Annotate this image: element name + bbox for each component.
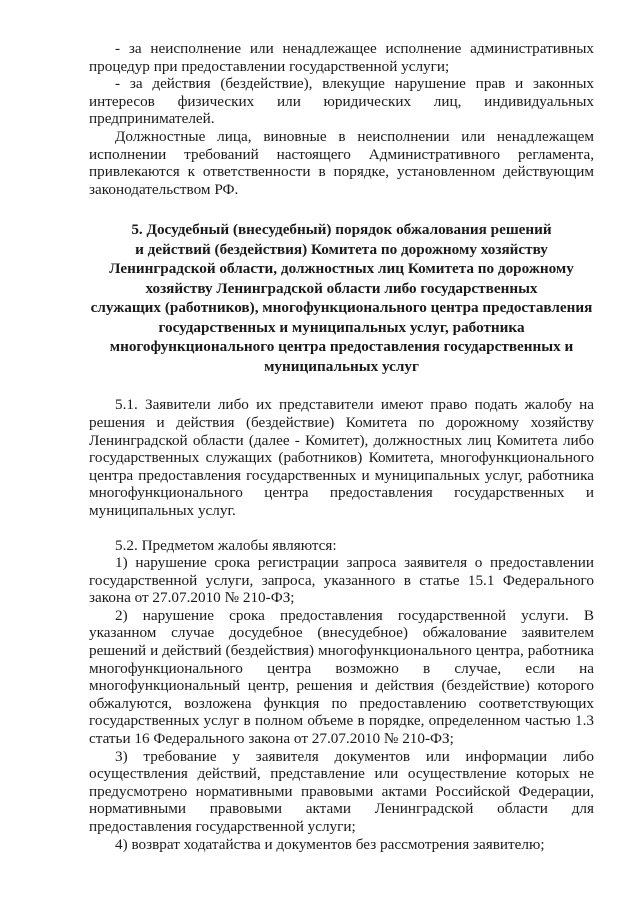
heading-line: многофункционального центра предоставления государственных и: [109, 338, 574, 356]
heading-line: и действий (бездействия) Комитета по дорожному хозяйству: [135, 240, 548, 258]
heading-line: 5. Досудебный (внесудебный) порядок обжалования решений: [131, 221, 552, 239]
paragraph-5-2: 5.2. Предметом жалобы являются:: [115, 536, 337, 554]
list-item-1: 1) нарушение срока регистрации запроса заявителя о предоставлении государственной услуги, запроса, указанного в статье 15.1 Федерального закона от 27.07.2010 № 210-ФЗ;: [89, 554, 594, 607]
heading-line: государственных и муниципальных услуг, работника: [158, 318, 525, 336]
heading-line: муниципальных услуг: [264, 357, 419, 375]
section-5-heading: [89, 220, 594, 376]
heading-line: Ленинградской области, должностных лиц Комитета по дорожному: [109, 260, 574, 278]
paragraph-liability-2: - за действия (бездействие), влекущие нарушение прав и законных интересов физических или юридических лиц, индивидуальных предпринимателей.: [89, 75, 594, 128]
paragraph-liability-1: - за неисполнение или ненадлежащее исполнение административных процедур при предоставлении государственной услуги;: [89, 40, 594, 75]
paragraph-5-1: 5.1. Заявители либо их представители имеют право подать жалобу на решения и действия (бездействие) Комитета по дорожному хозяйству Ленинградской области (далее - Комитет), должностных лиц Комитета либо государственных служащих (работников) Комитета, многофункционального центра предоставления государственных и муниципальных услуг, работника многофункционального центра предоставления государственных и муниципальных услуг.: [89, 396, 594, 519]
list-item-2: 2) нарушение срока предоставления государственной услуги. В указанном случае досудебное (внесудебное) обжалование заявителем решений и действий (бездействия) многофункционального центра, работника многофункционального центра возможно в случае, если на многофункциональный центр, решения и действия (бездействие) которого обжалуются, возложена функция по предоставлению соответствующих государственных услуг в полном объеме в порядке, определенном частью 1.3 статьи 16 Федерального закона от 27.07.2010 № 210-ФЗ;: [89, 606, 594, 748]
document-page: [89, 40, 594, 853]
paragraph-officials-liability: Должностные лица, виновные в неисполнении или ненадлежащем исполнении требований настоящего Административного регламента, привлекаются к ответственности в порядке, установленном действующим законодательством РФ.: [89, 127, 594, 198]
heading-line: хозяйству Ленинградской области либо государственных: [145, 279, 538, 297]
list-item-4: 4) возврат ходатайства и документов без рассмотрения заявителю;: [115, 835, 545, 853]
heading-line: служащих (работников), многофункционального центра предоставления: [90, 299, 593, 317]
list-item-3: 3) требование у заявителя документов или информации либо осуществления действий, представление или осуществление которых не предусмотрено нормативными правовыми актами Российской Федерации, нормативными правовыми актами Ленинградской области для предоставления государственной услуги;: [89, 747, 594, 835]
